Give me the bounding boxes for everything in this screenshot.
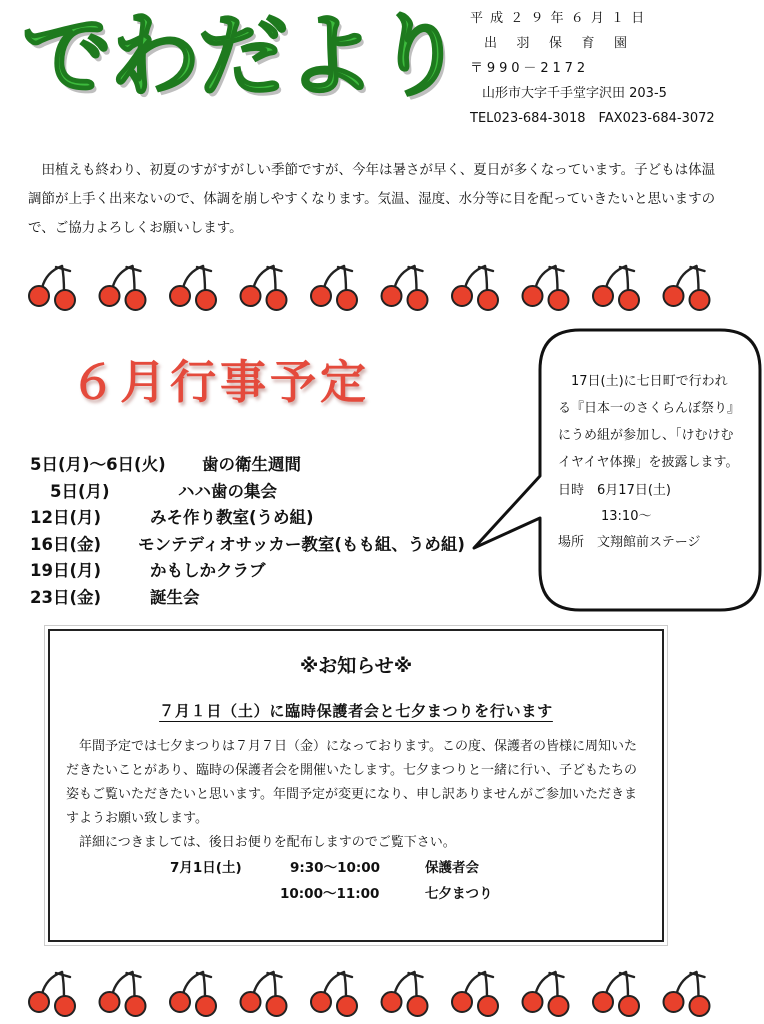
cherry-icon: [382, 266, 428, 310]
notice-schedule-row: 10:00～11:00 七夕まつり: [280, 886, 493, 902]
cherry-icon: [664, 972, 710, 1016]
notice-box: [48, 629, 664, 942]
schedule-title: ６月行事予定: [70, 355, 370, 409]
cherry-icon: [29, 266, 75, 310]
event-item: 5日(月) ハハ歯の集会: [50, 481, 277, 501]
time-value: 13:10～: [601, 509, 652, 524]
cherry-icon: [311, 266, 357, 310]
organization-name: 出羽保育園: [484, 36, 647, 51]
cherry-icon: [593, 972, 639, 1016]
cherry-icon: [593, 266, 639, 310]
postal-code: 〒990－2172: [470, 61, 589, 76]
issue-date: 平成２９年６月１日: [470, 11, 652, 26]
cherry-icon: [100, 266, 146, 310]
cherry-icon: [241, 972, 287, 1016]
tel-fax: TEL023-684-3018 FAX023-684-3072: [470, 111, 715, 126]
event-item: 16日(金) モンテディオサッカー教室(もも組、うめ組): [30, 534, 465, 554]
notice-body-details: 詳細につきましては、後日お便りを配布しますのでご覧下さい。: [79, 835, 456, 850]
date-value: 6月17日(土): [597, 483, 671, 498]
cherry-icon: [311, 972, 357, 1016]
bubble-details: [558, 478, 740, 556]
speech-bubble-content: [558, 368, 740, 556]
event-item: 23日(金) 誕生会: [30, 587, 200, 607]
cherry-icon: [170, 266, 216, 310]
cherry-icon: [452, 972, 498, 1016]
notice-body: 年間予定では七夕まつりは７月７日（金）になっております。この度、保護者の皆様に周知いただきたいことがあり、臨時の保護者会を開催いたします。七夕まつりと一緒に行い、子どもたちの姿もご覧いただきたいと思います。年間予定が変更になり、申し訳ありませんがご参加いただきますようお願い致します。: [66, 739, 637, 826]
date-label: 日時: [558, 483, 585, 498]
place-label: 場所: [558, 535, 585, 550]
notice-heading: ※お知らせ※: [299, 655, 413, 677]
cherry-icon: [170, 972, 216, 1016]
bubble-message: 17日(土)に七日町で行われる『日本一のさくらんぼ祭り』にうめ組が参加し、「けむけむイヤイヤ体操」を披露します。: [558, 374, 741, 470]
newsletter-title: でわだより: [22, 4, 462, 109]
notice-schedule-row: 7月1日(土) 9:30～10:00 保護者会: [170, 860, 479, 876]
cherry-icon: [241, 266, 287, 310]
event-item: 5日(月)～6日(火) 歯の衛生週間: [30, 455, 301, 474]
intro-paragraph: 田植えも終わり、初夏のすがすがしい季節ですが、今年は暑さが早く、夏日が多くなっています。子どもは体温調節が上手く出来ないので、体調を崩しやすくなります。気温、湿度、水分等に目を配っていきたいと思いますので、ご協力よろしくお願いします。: [28, 162, 716, 236]
notice-subheading: ７月１日（土）に臨時保護者会と七夕まつりを行います: [159, 702, 553, 720]
cherry-icon: [452, 266, 498, 310]
cherry-icon: [664, 266, 710, 310]
cherry-icon: [100, 972, 146, 1016]
cherry-icon: [523, 266, 569, 310]
header-info: [470, 6, 715, 131]
cherry-icon: [382, 972, 428, 1016]
cherry-icon: [523, 972, 569, 1016]
event-item: 12日(月) みそ作り教室(うめ組): [30, 508, 314, 527]
event-list: [30, 452, 465, 611]
cherry-icon: [29, 972, 75, 1016]
cherry-border-bottom: [20, 968, 740, 1018]
place-value: 文翔館前ステージ: [597, 535, 701, 550]
event-item: 19日(月) かもしかクラブ: [30, 561, 266, 580]
address: 山形市大字千手堂字沢田 203-5: [482, 86, 667, 101]
cherry-border-top: [20, 262, 740, 312]
